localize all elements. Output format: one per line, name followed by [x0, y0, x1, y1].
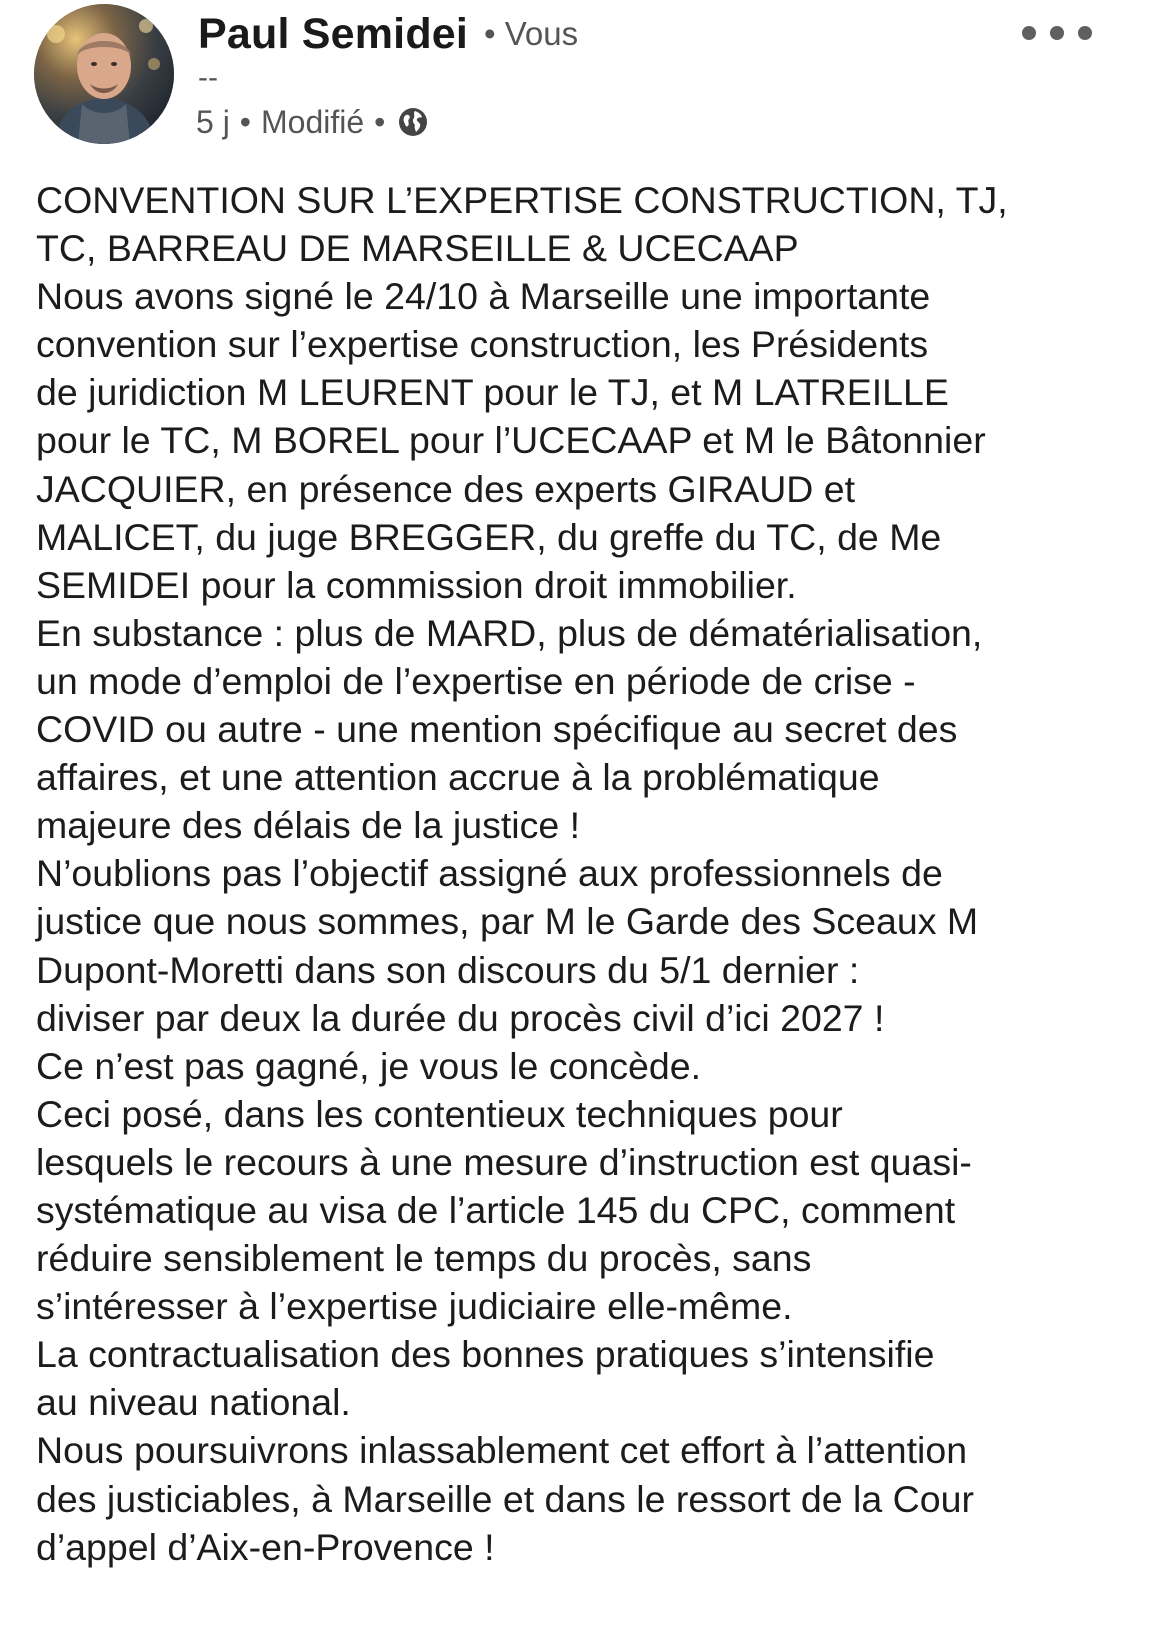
post-text-line: SEMIDEI pour la commission droit immobilier.	[36, 563, 797, 606]
meta-separator: •	[374, 104, 386, 140]
post-text-line: systématique au visa de l’article 145 du CPC, comment	[36, 1188, 956, 1231]
post-meta	[196, 102, 429, 142]
post-text	[36, 176, 1146, 1571]
post-text-line: CONVENTION SUR L’EXPERTISE CONSTRUCTION, TJ,	[36, 179, 1008, 221]
connection-degree: • Vous	[484, 15, 579, 52]
more-horizontal-icon	[1078, 26, 1092, 40]
edited-label: Modifié	[261, 104, 365, 140]
post-text-line: un mode d’emploi de l’expertise en période de crise -	[36, 659, 916, 702]
post-text-line: JACQUIER, en présence des experts GIRAUD et	[36, 467, 856, 510]
post-text-line: majeure des délais de la justice !	[36, 804, 581, 847]
meta-separator: •	[239, 104, 251, 140]
post-text-line: convention sur l’expertise construction, les Présidents	[36, 323, 929, 366]
post-text-line: MALICET, du juge BREGGER, du greffe du TC, de Me	[36, 515, 942, 558]
post-text-line: Ceci posé, dans les contentieux techniques pour	[36, 1092, 843, 1135]
post-text-line: Dupont-Moretti dans son discours du 5/1 dernier :	[36, 948, 860, 991]
post-text-line: COVID ou autre - une mention spécifique au secret des	[36, 708, 958, 751]
post-text-line: d’appel d’Aix-en-Provence !	[36, 1525, 495, 1568]
more-horizontal-icon	[1050, 26, 1064, 40]
post-text-line: s’intéresser à l’expertise judiciaire elle-même.	[36, 1285, 793, 1328]
author-headline: --	[198, 61, 218, 94]
post-text-line: N’oublions pas l’objectif assigné aux professionnels de	[36, 852, 943, 895]
author-avatar[interactable]	[34, 4, 174, 144]
more-options-button[interactable]	[1022, 18, 1092, 48]
post-text-line: TC, BARREAU DE MARSEILLE & UCECAAP	[36, 227, 799, 270]
post-text-line: diviser par deux la durée du procès civil d’ici 2027 !	[36, 996, 885, 1039]
post-text-line: Nous poursuivrons inlassablement cet effort à l’attention	[36, 1429, 968, 1472]
post-text-line: de juridiction M LEURENT pour le TJ, et M LATREILLE	[36, 371, 949, 414]
more-horizontal-icon	[1022, 26, 1036, 40]
globe-icon	[397, 106, 429, 138]
post-text-line: des justiciables, à Marseille et dans le ressort de la Cour	[36, 1477, 974, 1520]
avatar-photo	[34, 4, 174, 144]
post-text-line: affaires, et une attention accrue à la problématique	[36, 756, 880, 799]
author-name[interactable]: Paul Semidei	[198, 10, 469, 58]
post-time: 5 j	[196, 104, 230, 140]
post-text-line: En substance : plus de MARD, plus de dématérialisation,	[36, 611, 983, 654]
post-text-line: La contractualisation des bonnes pratiques s’intensifie	[36, 1333, 935, 1376]
post-text-line: Ce n’est pas gagné, je vous le concède.	[36, 1044, 702, 1087]
post-text-line: lesquels le recours à une mesure d’instruction est quasi-	[36, 1140, 972, 1183]
post-text-line: Nous avons signé le 24/10 à Marseille une importante	[36, 275, 931, 318]
post-header	[0, 0, 1170, 160]
post-text-line: au niveau national.	[36, 1381, 351, 1424]
post-text-line: justice que nous sommes, par M le Garde des Sceaux M	[36, 900, 979, 943]
post-text-line: pour le TC, M BOREL pour l’UCECAAP et M le Bâtonnier	[36, 419, 986, 462]
post-text-line: réduire sensiblement le temps du procès, sans	[36, 1237, 812, 1280]
